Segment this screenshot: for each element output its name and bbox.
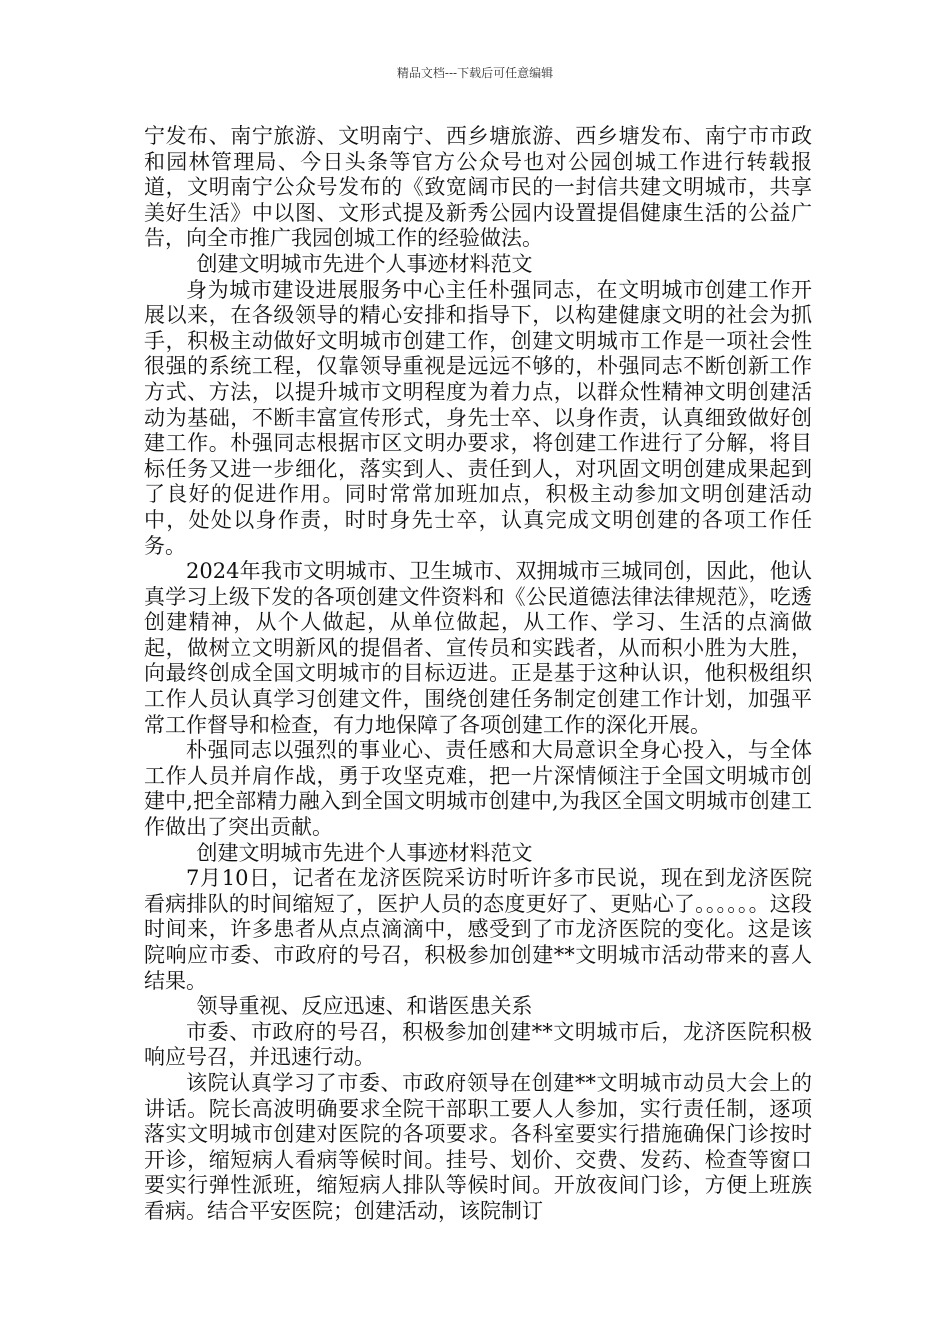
- section-heading-2: 创建文明城市先进个人事迹材料范文: [196, 840, 533, 865]
- section-heading-1: 创建文明城市先进个人事迹材料范文: [196, 251, 533, 276]
- paragraph-6: 市委、市政府的号召，积极参加创建**文明城市后，龙济医院积极响应号召，并迅速行动。: [144, 1019, 812, 1070]
- section-heading-3: 领导重视、反应迅速、和谐医患关系: [196, 994, 533, 1019]
- paragraph-3: 2024年我市文明城市、卫生城市、双拥城市三城同创，因此，他认真学习上级下发的各项创建文件资料和《公民道德法律法律规范》，吃透创建精神，从个人做起，从单位做起，从工作、学习、生活的点滴做起，做树立文明新风的提倡者、宣传员和实践者，从而积小胜为大胜，向最终创成全国文明城市的目标迈进。正是基于这种认识，他积极组织工作人员认真学习创建文件，围绕创建任务制定创建工作计划，加强平常工作督导和检查，有力地保障了各项创建工作的深化开展。: [144, 559, 812, 737]
- paragraph-1: 宁发布、南宁旅游、文明南宁、西乡塘旅游、西乡塘发布、南宁市市政和园林管理局、今日头条等官方公众号也对公园创城工作进行转载报道，文明南宁公众号发布的《致宽阔市民的一封信共建文明城市，共享美好生活》中以图、文形式提及新秀公园内设置提倡健康生活的公益广告，向全市推广我园创城工作的经验做法。: [144, 124, 812, 251]
- paragraph-2: 身为城市建设进展服务中心主任朴强同志，在文明城市创建工作开展以来，在各级领导的精心安排和指导下，以构建健康文明的社会为抓手，积极主动做好文明城市创建工作，创建文明城市工作是一项社会性很强的系统工程，仅靠领导重视是远远不够的，朴强同志不断创新工作方式、方法，以提升城市文明程度为着力点，以群众性精神文明创建活动为基础，不断丰富宣传形式，身先士卒、以身作责，认真细致做好创建工作。朴强同志根据市区文明办要求，将创建工作进行了分解，将目标任务又进一步细化，落实到人、责任到人，对巩固文明创建成果起到了良好的促进作用。同时常常加班加点，积极主动参加文明创建活动中，处处以身作责，时时身先士卒，认真完成文明创建的各项工作任务。: [144, 277, 812, 558]
- paragraph-4: 朴强同志以强烈的事业心、责任感和大局意识全身心投入，与全体工作人员并肩作战，勇于攻坚克难，把一片深情倾注于全国文明城市创建中,把全部精力融入到全国文明城市创建中,为我区全国文明城市创建工作做出了突出贡献。: [144, 738, 812, 840]
- document-body: [144, 124, 812, 1225]
- paragraph-7: 该院认真学习了市委、市政府领导在创建**文明城市动员大会上的讲话。院长高波明确要求全院干部职工要人人参加，实行责任制，逐项落实文明城市创建对医院的各项要求。各科室要实行措施确保门诊按时开诊，缩短病人看病等候时间。挂号、划价、交费、发药、检查等窗口要实行弹性派班，缩短病人排队等候时间。开放夜间门诊，方便上班族看病。结合平安医院；创建活动，该院制订: [144, 1070, 812, 1223]
- paragraph-5: 7月10日，记者在龙济医院采访时听许多市民说，现在到龙济医院看病排队的时间缩短了，医护人员的态度更好了、更贴心了。。。。。。这段时间来，许多患者从点点滴滴中，感受到了市龙济医院的变化。这是该院响应市委、市政府的号召，积极参加创建**文明城市活动带来的喜人结果。: [144, 866, 812, 993]
- page-header: 精品文档---下载后可任意编辑: [396, 66, 554, 80]
